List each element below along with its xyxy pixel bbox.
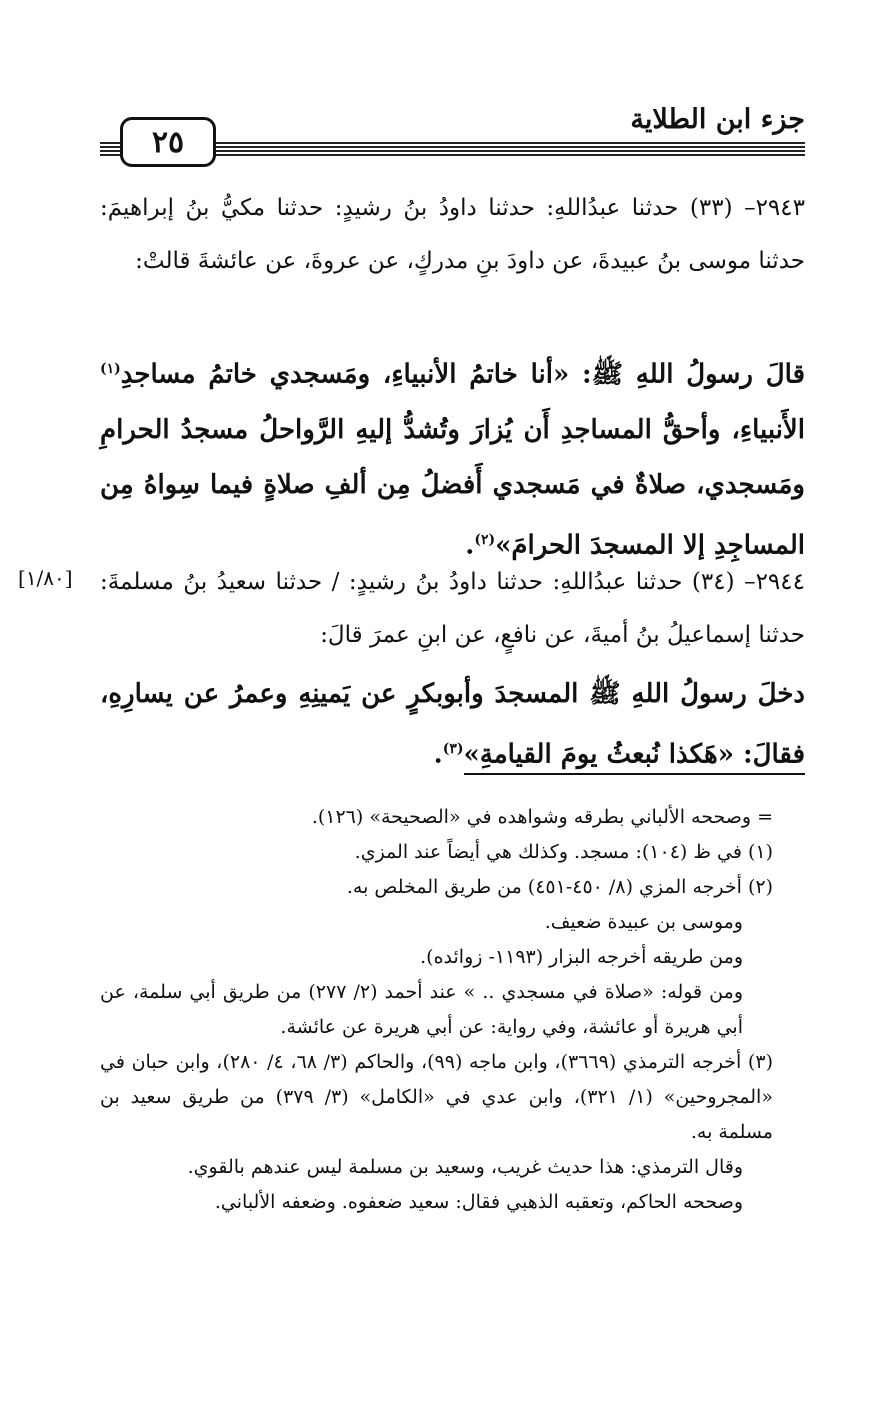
- footnote-marker-2: (٢): [474, 531, 496, 548]
- footnote-3: (٣) أخرجه الترمذي (٣٦٦٩)، وابن ماجه (٩٩)، والحاكم (٣/ ٦٨، ٤/ ٢٨٠)، وابن حبان في «المجروحين» (١/ ٣٢١)، وابن عدي في «الكامل» (٣/ ٣٧٩) من طريق سعيد بن مسلمة به.: [100, 1051, 773, 1143]
- footnote-2-line-3: ومن طريقه أخرجه البزار (١١٩٣- زوائده).: [420, 946, 743, 968]
- footnote-marker-3: (٣): [442, 741, 464, 757]
- footnote-continued: = وصححه الألباني بطرقه وشواهده في «الصحيحة» (١٢٦).: [311, 806, 773, 828]
- footnote-1: (١) في ظ (١٠٤): مسجد. وكذلك هي أيضاً عند المزي.: [354, 841, 773, 863]
- footnote-2: (٢) أخرجه المزي (٨/ ٤٥٠-٤٥١) من طريق المخلص به.: [346, 876, 773, 898]
- footnote-2-line-4: ومن قوله: «صلاة في مسجدي .. » عند أحمد (٢/ ٢٧٧) من طريق أبي سلمة، عن أبي هريرة أو عائشة، وفي رواية: عن أبي هريرة عن عائشة.: [100, 981, 743, 1038]
- footnote-3-line-3: وصححه الحاكم، وتعقبه الذهبي فقال: سعيد ضعفوه. وضعفه الألباني.: [214, 1191, 743, 1213]
- page-number: ٢٥: [120, 117, 216, 167]
- hadith-2-text: [100, 667, 805, 783]
- hadith-1-text-cont: الأَنبياءِ، وأحقُّ المساجدِ أَن يُزارَ وتُشدُّ إليهِ الرَّواحلُ مسجدُ الحرامِ ومَسجدي، صلاةٌ في مَسجدي أَفضلُ مِن ألفِ صلاةٍ فيما سِواهُ مِن المساجِدِ إلا المسجدَ الحرامَ»: [100, 414, 805, 561]
- hadith-1-end: .: [465, 530, 475, 561]
- book-title: جزء ابن الطلاية: [630, 104, 805, 135]
- hadith-2-end: .: [433, 739, 443, 770]
- hadith-2-text-body: دخلَ رسولُ اللهِ ﷺ المسجدَ وأبوبكرٍ عن يَمينِهِ وعمرُ عن يسارِهِ، فقالَ: «هَكذا نُبعثُ يومَ القيامةِ»: [100, 679, 805, 770]
- hadith-1-text: [100, 342, 805, 573]
- hadith-1-chain: ٢٩٤٣– (٣٣) حدثنا عبدُاللهِ: حدثنا داودُ بنُ رشيدٍ: حدثنا مكيُّ بنُ إبراهيمَ: حدثنا موسى بنُ عبيدةَ، عن داودَ بنِ مدركٍ، عن عروةَ، عن عائشةَ قالتْ:: [100, 195, 805, 274]
- footnote-separator: [464, 773, 805, 775]
- hadith-2-chain: ٢٩٤٤– (٣٤) حدثنا عبدُاللهِ: حدثنا داودُ بنُ رشيدٍ: / حدثنا سعيدُ بنُ مسلمةَ: حدثنا إسماعيلُ بنُ أميةَ، عن نافعٍ، عن ابنِ عمرَ قالَ:: [100, 569, 805, 648]
- hadith-1-text-start: قالَ رسولُ اللهِ ﷺ: «أنا خاتمُ الأنبياءِ، ومَسجدي خاتمُ مساجدِ: [120, 359, 805, 390]
- manuscript-folio-note: [١/٨٠]: [18, 566, 73, 590]
- footnote-3-line-2: وقال الترمذي: هذا حديث غريب، وسعيد بن مسلمة ليس عندهم بالقوي.: [187, 1156, 743, 1178]
- footnotes: [100, 800, 773, 1220]
- footnote-marker-1: (١): [100, 361, 121, 377]
- footnote-2-line-2: وموسى بن عبيدة ضعيف.: [544, 911, 743, 933]
